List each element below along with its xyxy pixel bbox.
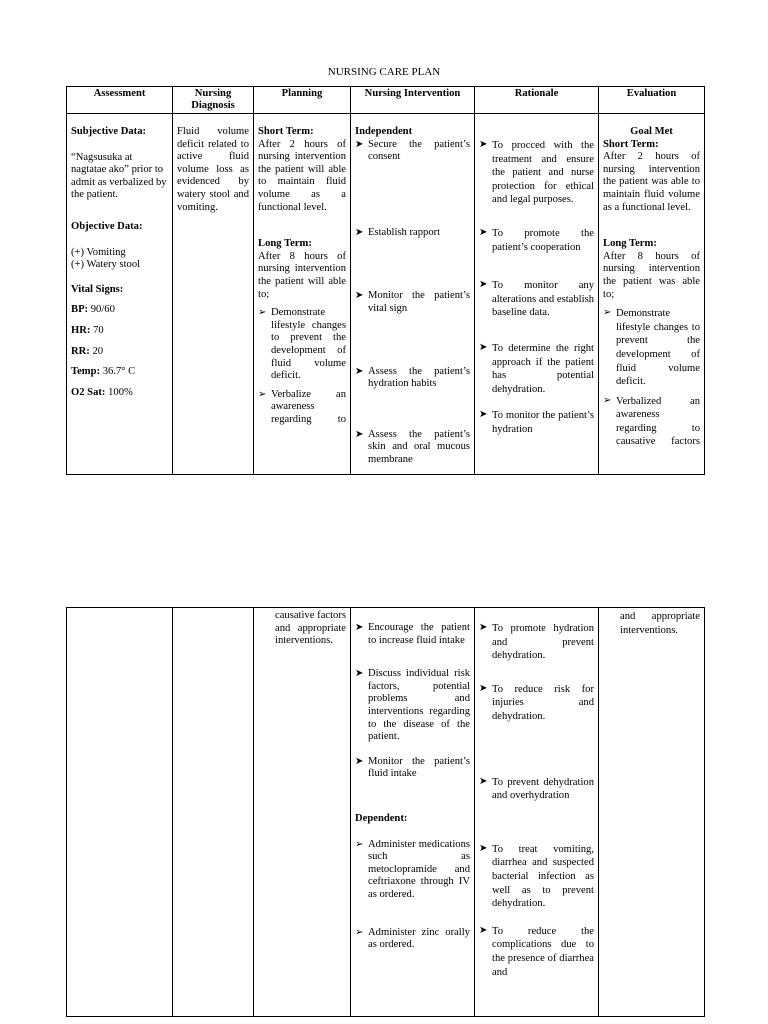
planning-long-label: Long Term: xyxy=(258,238,312,250)
planning-goal-1: ➢ Demonstrate lifestyle changes to prevent the development of fluid volume deficit. xyxy=(258,307,346,382)
evaluation-item-1: ➢ Demonstrate lifestyle changes to prevent the development of fluid volume deficit. xyxy=(603,307,700,388)
vital-bp: BP: 90/60 xyxy=(71,304,115,316)
arrow-bullet-icon: ➤ xyxy=(355,226,364,238)
assessment-cell-continued xyxy=(67,608,173,1017)
header-assessment: Assessment xyxy=(67,87,173,114)
planning-short-label: Short Term: xyxy=(258,126,314,137)
rationale-9: ➤ To treat vomiting, diarrhea and suspected bacterial infection as well as to prevent dehydration. xyxy=(479,842,594,910)
diagnosis-cell xyxy=(173,114,254,475)
intervention-5: ➤ Assess the patient’s skin and oral mucous membrane xyxy=(355,428,470,465)
dependent-2: ➢ Administer zinc orally as ordered. xyxy=(355,926,470,951)
dependent-label: Dependent: xyxy=(355,812,408,824)
arrow-bullet-icon: ➤ xyxy=(479,226,488,238)
bullet-icon: ➢ xyxy=(258,307,267,319)
evaluation-item-2: ➢ Verbalized an awareness regarding to causative factors xyxy=(603,394,700,448)
evaluation-long-label: Long Term: xyxy=(603,238,657,250)
arrow-bullet-icon: ➤ xyxy=(355,428,364,440)
header-planning: Planning xyxy=(254,87,351,114)
rationale-7: ➤ To reduce risk for injuries and dehydration. xyxy=(479,682,594,722)
header-evaluation: Evaluation xyxy=(599,87,705,114)
planning-short-text: After 2 hours of nursing intervention the patient will able to maintain fluid volume as a functional level. xyxy=(258,138,346,213)
header-row xyxy=(67,87,705,114)
objective-label: Objective Data: xyxy=(71,220,143,232)
bullet-icon: ➢ xyxy=(603,307,612,319)
arrow-bullet-icon: ➤ xyxy=(355,290,364,302)
arrow-bullet-icon: ➤ xyxy=(479,341,488,353)
arrow-bullet-icon: ➤ xyxy=(355,622,364,633)
evaluation-short-label: Short Term: xyxy=(603,138,659,150)
vital-temp: Temp: 36.7° C xyxy=(71,366,136,378)
rationale-6: ➤ To promote hydration and prevent dehydration. xyxy=(479,622,594,662)
intervention-cell-continued xyxy=(351,608,475,1017)
evaluation-long-text: After 8 hours of nursing intervention the patient was able to; xyxy=(603,250,700,300)
objective-vomiting: (+) Vomiting xyxy=(71,246,126,258)
subjective-text: “Nagsusuka at nagtatae ako” prior to admit as verbalized by the patient. xyxy=(71,151,167,201)
arrow-bullet-icon: ➤ xyxy=(479,139,488,150)
planning-goal-2-continued: causative factors and appropriate interventions. xyxy=(275,610,346,647)
intervention-6: ➤ Encourage the patient to increase fluid intake xyxy=(355,622,470,646)
bullet-icon: ➢ xyxy=(355,838,364,850)
rationale-cell-continued xyxy=(475,608,599,1017)
vital-hr: HR: 70 xyxy=(71,324,104,336)
intervention-4: ➤ Assess the patient’s hydration habits xyxy=(355,365,470,390)
rationale-2: ➤ To promote the patient’s cooperation xyxy=(479,226,594,253)
arrow-bullet-icon: ➤ xyxy=(355,668,364,680)
intervention-cell xyxy=(351,114,475,475)
independent-label: Independent xyxy=(355,126,413,137)
planning-cell xyxy=(254,114,351,475)
arrow-bullet-icon: ➤ xyxy=(355,365,364,377)
arrow-bullet-icon: ➤ xyxy=(355,138,364,150)
content-row-continued xyxy=(67,608,705,1017)
diagnosis-text: Fluid volume deficit related to active fluid volume loss as evidenced by watery stool and vomiting. xyxy=(177,126,249,213)
intervention-3: ➤ Monitor the patient’s vital sign xyxy=(355,290,470,314)
rationale-4: ➤ To determine the right approach if the patient has potential dehydration. xyxy=(479,341,594,395)
arrow-bullet-icon: ➤ xyxy=(479,622,488,633)
objective-stool: (+) Watery stool xyxy=(71,259,141,271)
subjective-label: Subjective Data: xyxy=(71,126,147,137)
vital-rr: RR: 20 xyxy=(71,345,104,357)
rationale-10: ➤ To reduce the complications due to the presence of diarrhea and xyxy=(479,924,594,978)
arrow-bullet-icon: ➤ xyxy=(479,842,488,854)
care-plan-table-page2 xyxy=(66,607,705,1017)
rationale-1: ➤ To procced with the treatment and ensure the patient and nurse protection for ethical and legal purposes. xyxy=(479,139,594,206)
evaluation-item-2-continued: and appropriate interventions. xyxy=(620,611,700,636)
intervention-2: ➤ Establish rapport xyxy=(355,226,441,238)
content-row xyxy=(67,114,705,475)
header-rationale: Rationale xyxy=(475,87,599,114)
arrow-bullet-icon: ➤ xyxy=(479,775,488,787)
bullet-icon: ➢ xyxy=(258,388,267,400)
rationale-8: ➤ To prevent dehydration and overhydration xyxy=(479,775,594,802)
dependent-1: ➢ Administer medications such as metoclopramide and ceftriaxone through IV as ordered. xyxy=(355,838,470,900)
rationale-cell xyxy=(475,114,599,475)
intervention-8: ➤ Monitor the patient’s fluid intake xyxy=(355,755,470,780)
evaluation-cell-continued xyxy=(599,608,705,1017)
rationale-5: ➤ To monitor the patient’s hydration xyxy=(479,409,594,435)
rationale-3: ➤ To monitor any alterations and establish baseline data. xyxy=(479,279,594,319)
evaluation-short-text: After 2 hours of nursing intervention the patient was able to maintain fluid volume as a functional level. xyxy=(603,151,700,213)
vitals-label: Vital Signs: xyxy=(71,283,124,295)
arrow-bullet-icon: ➤ xyxy=(479,409,488,421)
care-plan-table-page1 xyxy=(66,86,705,475)
bullet-icon: ➢ xyxy=(603,394,612,406)
arrow-bullet-icon: ➤ xyxy=(479,682,488,694)
planning-long-text: After 8 hours of nursing intervention the patient will able to; xyxy=(258,250,346,300)
evaluation-cell xyxy=(599,114,705,475)
arrow-bullet-icon: ➤ xyxy=(479,924,488,936)
planning-goal-2: ➢ Verbalize an awareness regarding to xyxy=(258,388,346,425)
header-intervention: Nursing Intervention xyxy=(351,87,475,114)
page-title: NURSING CARE PLAN xyxy=(327,66,441,78)
arrow-bullet-icon: ➤ xyxy=(355,755,364,767)
bullet-icon: ➢ xyxy=(355,926,364,938)
intervention-7: ➤ Discuss individual risk factors, potential problems and interventions regarding to the disease of the patient. xyxy=(355,668,470,743)
intervention-1: ➤ Secure the patient’s consent xyxy=(355,138,470,163)
planning-cell-continued xyxy=(254,608,351,1017)
vital-o2: O2 Sat: 100% xyxy=(71,386,133,398)
header-diagnosis: Nursing Diagnosis xyxy=(173,87,254,114)
diagnosis-cell-continued xyxy=(173,608,254,1017)
arrow-bullet-icon: ➤ xyxy=(479,279,488,291)
assessment-cell xyxy=(67,114,173,475)
goal-met-label: Goal Met xyxy=(630,126,673,137)
